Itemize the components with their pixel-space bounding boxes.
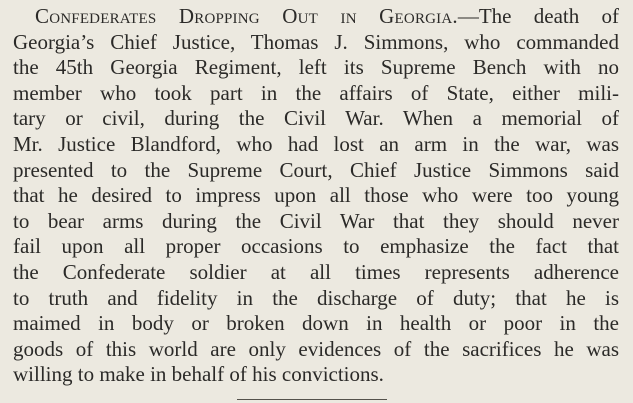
article-line: the 45th Georgia Regiment, left its Supreme Bench with no (13, 55, 619, 80)
article-first-line-text: —The death of (457, 4, 619, 28)
article-line: presented to the Supreme Court, Chief Justice Simmons said (13, 157, 619, 182)
article-line: that he desired to impress upon all those who were too young (13, 183, 619, 208)
article-line: tary or civil, during the Civil War. When a memorial of (13, 106, 619, 131)
article-line: to truth and fidelity in the discharge of duty; that he is (13, 285, 619, 310)
article-line: Georgia’s Chief Justice, Thomas J. Simmons, who commanded (13, 29, 619, 54)
section-divider (237, 399, 387, 400)
article-headline: Confederates Dropping Out in Georgia. (35, 4, 458, 28)
article-line: maimed in body or broken down in health or poor in the (13, 311, 619, 336)
article-first-line (13, 4, 619, 30)
article-line: to bear arms during the Civil War that they should never (13, 208, 619, 233)
article-last-line: willing to make in behalf of his convictions. (13, 362, 384, 387)
article-line: member who took part in the affairs of State, either mili- (13, 80, 619, 105)
article-line: Mr. Justice Blandford, who had lost an arm in the war, was (13, 131, 619, 156)
article-line: goods of this world are only evidences of the sacrifices he was (13, 336, 619, 361)
article-line: the Confederate soldier at all times represents adherence (13, 259, 619, 284)
article-paragraph (13, 4, 619, 388)
article-line: fail upon all proper occasions to emphasize the fact that (13, 234, 619, 259)
